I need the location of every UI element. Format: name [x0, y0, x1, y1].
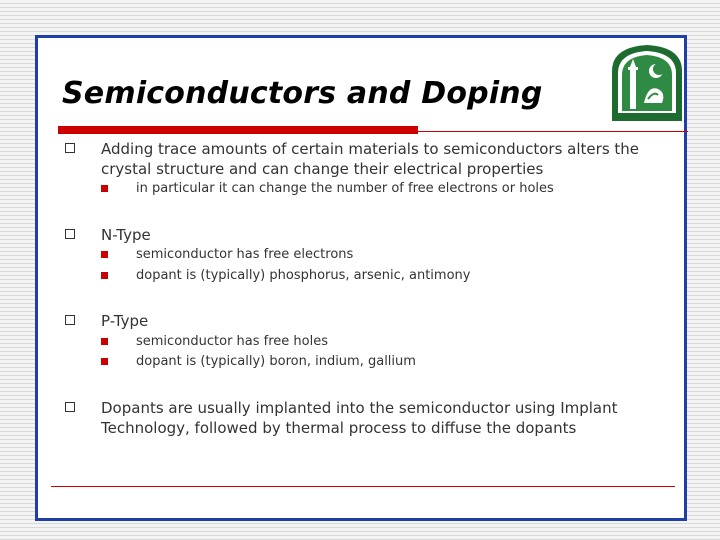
list-item-text: N-Type: [101, 226, 151, 244]
sub-list-item-text: semiconductor has free holes: [136, 334, 329, 349]
footer-rule: [51, 486, 675, 487]
red-square-bullet-icon: [101, 358, 108, 365]
slide-title: Semiconductors and Doping: [62, 76, 543, 111]
university-crest-icon: [608, 41, 686, 123]
red-square-bullet-icon: [101, 338, 108, 345]
hollow-square-bullet-icon: [65, 143, 75, 153]
sub-list-item-text: dopant is (typically) boron, indium, gallium: [136, 354, 416, 369]
red-square-bullet-icon: [101, 185, 108, 192]
title-underline-bar: [58, 126, 418, 134]
red-square-bullet-icon: [101, 251, 108, 258]
hollow-square-bullet-icon: [65, 402, 75, 412]
list-item-text: Adding trace amounts of certain materials to semiconductors alters the crystal structure and can change their electrical properties: [101, 140, 640, 178]
hollow-square-bullet-icon: [65, 229, 75, 239]
sub-list-item-text: dopant is (typically) phosphorus, arsenic, antimony: [136, 268, 471, 283]
list-item-text: P-Type: [101, 312, 149, 330]
list-item-text: Dopants are usually implanted into the semiconductor using Implant Technology, followed by thermal process to diffuse the dopants: [101, 399, 618, 437]
title-underline-rule: [58, 131, 688, 132]
sub-list-item-text: semiconductor has free electrons: [136, 247, 354, 262]
sub-list-item-text: in particular it can change the number of free electrons or holes: [136, 181, 554, 196]
slide-frame: [35, 35, 687, 521]
hollow-square-bullet-icon: [65, 315, 75, 325]
red-square-bullet-icon: [101, 272, 108, 279]
